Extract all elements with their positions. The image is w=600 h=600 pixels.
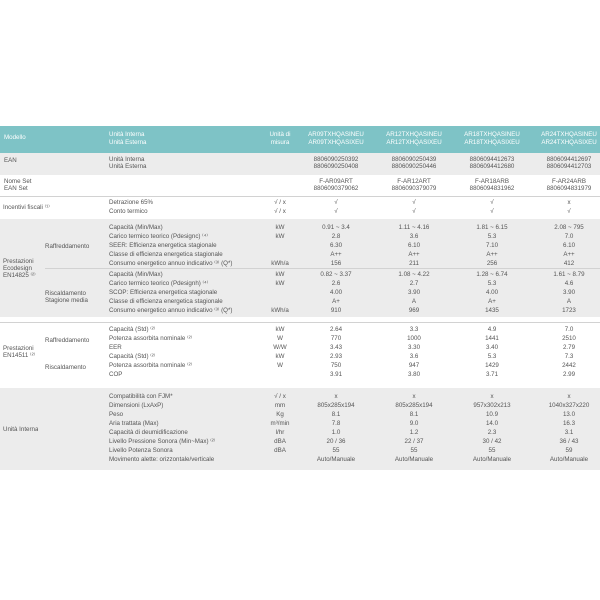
header-unit-labels [109, 131, 147, 147]
set-nome: F-AR09ART [319, 178, 353, 185]
row-value: 3.3 [409, 326, 419, 333]
row-value: 9.0 [409, 420, 419, 427]
row-value: 2.6 [331, 280, 341, 287]
row-value: 36 / 43 [559, 438, 579, 445]
row-value: 2.08 ~ 795 [554, 224, 584, 231]
row-unit: Kg [276, 411, 284, 418]
set-ean-label: EAN Set [4, 185, 28, 192]
row-value: 3.30 [407, 344, 421, 351]
row-label: Compatibilità con FJM* [109, 393, 173, 400]
ean-values-3 [531, 156, 600, 170]
table-row [0, 198, 600, 207]
set-ean: 8806090379079 [391, 185, 437, 192]
row-value: √ [412, 199, 416, 206]
row-value: 1.11 ~ 4.16 [398, 224, 430, 231]
row-label: Aria trattata (Max) [109, 420, 159, 427]
row-value: 0.91 ~ 3.4 [322, 224, 350, 231]
table-row [0, 207, 600, 216]
set-nome-label: Nome Set [4, 178, 32, 185]
row-value: 7.8 [331, 420, 341, 427]
row-value: √ [490, 199, 494, 206]
row-value: 969 [408, 307, 420, 314]
row-value: 55 [332, 447, 340, 454]
interna-category: Unità Interna [3, 426, 39, 433]
ecodesign-raff-group: Raffreddamento [45, 243, 90, 250]
row-value: 1435 [485, 307, 499, 314]
table-row [0, 446, 600, 455]
set-ean: 8806090379062 [313, 185, 359, 192]
table-row [0, 297, 600, 306]
row-label: Consumo energetico annuo indicativo ⁽³⁾ (Q*) [109, 260, 233, 267]
row-label: Classe di efficienza energetica stagionale [109, 251, 223, 258]
row-value: 412 [563, 260, 575, 267]
set-values-1 [376, 178, 452, 192]
table-row [0, 259, 600, 268]
row-value: 59 [565, 447, 573, 454]
row-value: 2.7 [409, 280, 419, 287]
header-unita-esterna: Unità Esterna [109, 139, 147, 146]
row-value: 13.0 [562, 411, 576, 418]
table-row [0, 334, 600, 343]
row-value: 6.10 [407, 242, 421, 249]
row-value: Auto/Manuale [472, 456, 512, 463]
table-row [0, 361, 600, 370]
header-model-1 [376, 131, 452, 147]
ean-interna: 8806090250392 [313, 156, 359, 163]
row-value: 1.08 ~ 4.22 [398, 271, 430, 278]
category-line: Ecodesign [3, 265, 32, 272]
row-value: 805x285x194 [395, 402, 433, 409]
row-label: Carico termico teorico (Pdesignc) ⁽⁴⁾ [109, 233, 208, 240]
row-value: 3.90 [407, 289, 421, 296]
ean-interna: 8806094412697 [546, 156, 592, 163]
row-value: 7.10 [485, 242, 499, 249]
row-value: 910 [330, 307, 342, 314]
row-value: 211 [409, 260, 419, 267]
ean-esterna-label: Unità Esterna [109, 163, 147, 170]
table-row [0, 250, 600, 259]
header-unita-di-misura [262, 131, 298, 147]
model-interna: AR24TXHQASINEU [541, 131, 597, 138]
group-line: Riscaldamento [45, 290, 86, 297]
row-label: Classe di efficienza energetica stagionale [109, 298, 223, 305]
row-label: SEER: Efficienza energetica stagionale [109, 242, 217, 249]
row-label: Consumo energetico annuo indicativo ⁽³⁾ (Q*) [109, 307, 233, 314]
row-value: A [411, 298, 417, 305]
row-value: 1000 [407, 335, 421, 342]
set-nome: F-AR24ARB [551, 178, 587, 185]
row-label: Movimento alette: orizzontale/verticale [109, 456, 215, 463]
model-interna: AR09TXHQASINEU [308, 131, 364, 138]
row-value: x [334, 393, 338, 400]
row-value: 3.43 [329, 344, 343, 351]
table-header [0, 126, 600, 153]
ean-esterna: 8806090250446 [391, 163, 437, 170]
table-row [0, 325, 600, 334]
table-row [0, 437, 600, 446]
group-line: Stagione media [45, 297, 88, 304]
ean-values-1 [376, 156, 452, 170]
header-model-3 [531, 131, 600, 147]
model-esterna: AR18TXHQASIXEU [464, 139, 520, 146]
row-value: A++ [563, 251, 575, 258]
row-value: 3.80 [407, 371, 421, 378]
row-value: √ [490, 208, 494, 215]
row-value: Auto/Manuale [549, 456, 589, 463]
row-label: Capacità (Std) ⁽²⁾ [109, 353, 156, 360]
ean-label: EAN [4, 157, 17, 164]
row-label: Potenza assorbita nominale ⁽²⁾ [109, 362, 193, 369]
table-row [0, 428, 600, 437]
set-nome: F-AR12ART [397, 178, 431, 185]
ean-esterna: 8806094412680 [469, 163, 515, 170]
ean-interna: 8806090250439 [391, 156, 437, 163]
row-value: 2.8 [331, 233, 341, 240]
ean-unit-labels [109, 156, 147, 170]
row-unit: mm [274, 402, 286, 409]
row-value: 1.81 ~ 6.15 [476, 224, 508, 231]
model-interna: AR18TXHQASINEU [464, 131, 520, 138]
row-value: A++ [486, 251, 498, 258]
header-unita-interna: Unità Interna [109, 131, 145, 138]
en14511-raff-group: Raffreddamento [45, 337, 90, 344]
row-label: Capacità (Min/Max) [109, 271, 163, 278]
set-ean: 8806094831962 [469, 185, 515, 192]
ean-values-0 [298, 156, 374, 170]
row-unit: √ / x [274, 208, 286, 215]
table-row [0, 232, 600, 241]
row-value: 156 [330, 260, 342, 267]
row-label: Livello Pressione Sonora (Min~Max) ⁽²⁾ [109, 438, 216, 445]
row-value: 8.1 [409, 411, 419, 418]
table-row [0, 288, 600, 297]
row-unit: kW [275, 233, 285, 240]
row-value: 7.0 [564, 233, 574, 240]
table-row [0, 392, 600, 401]
row-value: 2.93 [329, 353, 343, 360]
row-value: 22 / 37 [404, 438, 424, 445]
row-value: Auto/Manuale [316, 456, 356, 463]
row-label: Peso [109, 411, 124, 418]
table-row [0, 223, 600, 232]
row-value: 947 [408, 362, 420, 369]
table-row [0, 279, 600, 288]
row-value: 5.3 [487, 280, 497, 287]
set-values-3 [531, 178, 600, 192]
row-value: 30 / 42 [482, 438, 502, 445]
row-value: 1040x327x220 [548, 402, 590, 409]
table-row [0, 410, 600, 419]
row-label: Potenza assorbita nominale ⁽²⁾ [109, 335, 193, 342]
table-row [0, 352, 600, 361]
row-value: A+ [488, 298, 496, 305]
row-unit: W [277, 362, 283, 369]
row-value: 4.00 [485, 289, 499, 296]
row-value: 1.28 ~ 6.74 [476, 271, 508, 278]
row-unit: kWh/a [271, 307, 289, 314]
set-labels [4, 178, 32, 192]
header-modello: Modello [4, 134, 26, 141]
row-value: √ [567, 208, 571, 215]
table-row [0, 270, 600, 279]
row-value: 770 [330, 335, 342, 342]
row-value: x [567, 393, 571, 400]
row-unit: W/W [273, 344, 287, 351]
row-value: 957x302x213 [473, 402, 511, 409]
row-value: A+ [332, 298, 340, 305]
table-row [0, 241, 600, 250]
row-value: A++ [408, 251, 420, 258]
row-unit: m³/min [270, 420, 290, 427]
table-row [0, 306, 600, 315]
header-model-0 [298, 131, 374, 147]
row-unit: kW [275, 353, 285, 360]
row-value: 14.0 [485, 420, 499, 427]
row-value: 750 [330, 362, 342, 369]
row-unit: dBA [274, 438, 286, 445]
ean-interna-label: Unità Interna [109, 156, 145, 163]
incentivi-category: Incentivi fiscali ⁽¹⁾ [3, 204, 50, 211]
ean-values-2 [454, 156, 530, 170]
ean-interna: 8806094412673 [469, 156, 515, 163]
row-value: 5.3 [487, 353, 497, 360]
row-unit: kW [275, 271, 285, 278]
row-value: 1.2 [409, 429, 419, 436]
model-esterna: AR12TXHQASIXEU [386, 139, 442, 146]
row-value: 1429 [485, 362, 499, 369]
row-value: 3.40 [485, 344, 499, 351]
row-value: 3.90 [562, 289, 576, 296]
header-unita-di: Unità di [269, 131, 291, 138]
table-row [0, 370, 600, 379]
row-label: Livello Potenza Sonora [109, 447, 173, 454]
row-value: 4.9 [487, 326, 497, 333]
row-value: 6.10 [562, 242, 576, 249]
row-value: 2.64 [329, 326, 343, 333]
row-label: Capacità di deumidificazione [109, 429, 188, 436]
row-value: 10.9 [485, 411, 499, 418]
table-row [0, 401, 600, 410]
set-values-0 [298, 178, 374, 192]
row-value: 2510 [562, 335, 576, 342]
row-value: 256 [486, 260, 498, 267]
row-value: x [567, 199, 571, 206]
row-value: 3.6 [409, 233, 419, 240]
row-value: 0.82 ~ 3.37 [320, 271, 352, 278]
row-unit: l/hr [275, 429, 285, 436]
row-value: 805x285x194 [317, 402, 355, 409]
row-unit: kWh/a [271, 260, 289, 267]
row-value: 2.99 [562, 371, 576, 378]
row-value: √ [334, 199, 338, 206]
row-label: SCOP: Efficienza energetica stagionale [109, 289, 218, 296]
table-row [0, 455, 600, 464]
row-label: Capacità (Std) ⁽²⁾ [109, 326, 156, 333]
table-row [0, 343, 600, 352]
row-value: 1723 [562, 307, 576, 314]
row-unit: √ / x [274, 199, 286, 206]
row-label: Capacità (Min/Max) [109, 224, 163, 231]
model-esterna: AR24TXHQASIXEU [541, 139, 597, 146]
row-value: 3.6 [409, 353, 419, 360]
row-unit: dBA [274, 447, 286, 454]
category-line: Prestazioni [3, 258, 34, 265]
row-value: 3.71 [485, 371, 499, 378]
row-value: 3.91 [329, 371, 343, 378]
model-esterna: AR09TXHQASIXEU [308, 139, 364, 146]
header-model-2 [454, 131, 530, 147]
row-label: Detrazione 65% [109, 199, 154, 206]
row-value: 4.00 [329, 289, 343, 296]
row-value: 5.3 [487, 233, 497, 240]
ean-esterna: 8806094412703 [546, 163, 592, 170]
row-value: 16.3 [562, 420, 576, 427]
row-value: 1441 [485, 335, 499, 342]
row-value: 4.6 [564, 280, 574, 287]
row-value: 2.3 [487, 429, 497, 436]
header-misura: misura [270, 139, 290, 146]
table-row [0, 419, 600, 428]
row-unit: W [277, 335, 283, 342]
category-line: EN14511 ⁽²⁾ [3, 352, 36, 359]
row-unit: kW [275, 224, 285, 231]
row-value: 7.0 [564, 326, 574, 333]
row-label: Carico termico teorico (Pdesignh) ⁽⁴⁾ [109, 280, 209, 287]
row-value: 3.1 [564, 429, 574, 436]
row-unit: kW [275, 326, 285, 333]
ean-esterna: 8806090250408 [313, 163, 359, 170]
row-value: √ [334, 208, 338, 215]
row-label: Dimensioni (LxAxP) [109, 402, 164, 409]
row-label: EER [109, 344, 122, 351]
model-interna: AR12TXHQASINEU [386, 131, 442, 138]
row-value: 6.30 [329, 242, 343, 249]
row-unit: kW [275, 280, 285, 287]
row-value: 1.0 [331, 429, 341, 436]
row-label: COP [109, 371, 123, 378]
row-value: √ [412, 208, 416, 215]
row-label: Conto termico [109, 208, 148, 215]
row-value: 1.61 ~ 8.79 [553, 271, 585, 278]
row-value: Auto/Manuale [394, 456, 434, 463]
row-value: 20 / 36 [326, 438, 346, 445]
set-nome: F-AR18ARB [474, 178, 510, 185]
row-value: 7.3 [564, 353, 574, 360]
category-line: EN14825 ⁽²⁾ [3, 272, 36, 279]
row-value: x [412, 393, 416, 400]
row-value: 8.1 [331, 411, 341, 418]
row-value: 2442 [562, 362, 576, 369]
row-value: 2.79 [562, 344, 576, 351]
row-unit: √ / x [274, 393, 286, 400]
row-value: 55 [410, 447, 418, 454]
row-value: 55 [488, 447, 496, 454]
category-line: Prestazioni [3, 345, 34, 352]
row-value: A [566, 298, 572, 305]
row-value: x [490, 393, 494, 400]
en14511-risc-group: Riscaldamento [45, 364, 86, 371]
set-ean: 8806094831979 [546, 185, 592, 192]
set-values-2 [454, 178, 530, 192]
row-value: A++ [330, 251, 342, 258]
